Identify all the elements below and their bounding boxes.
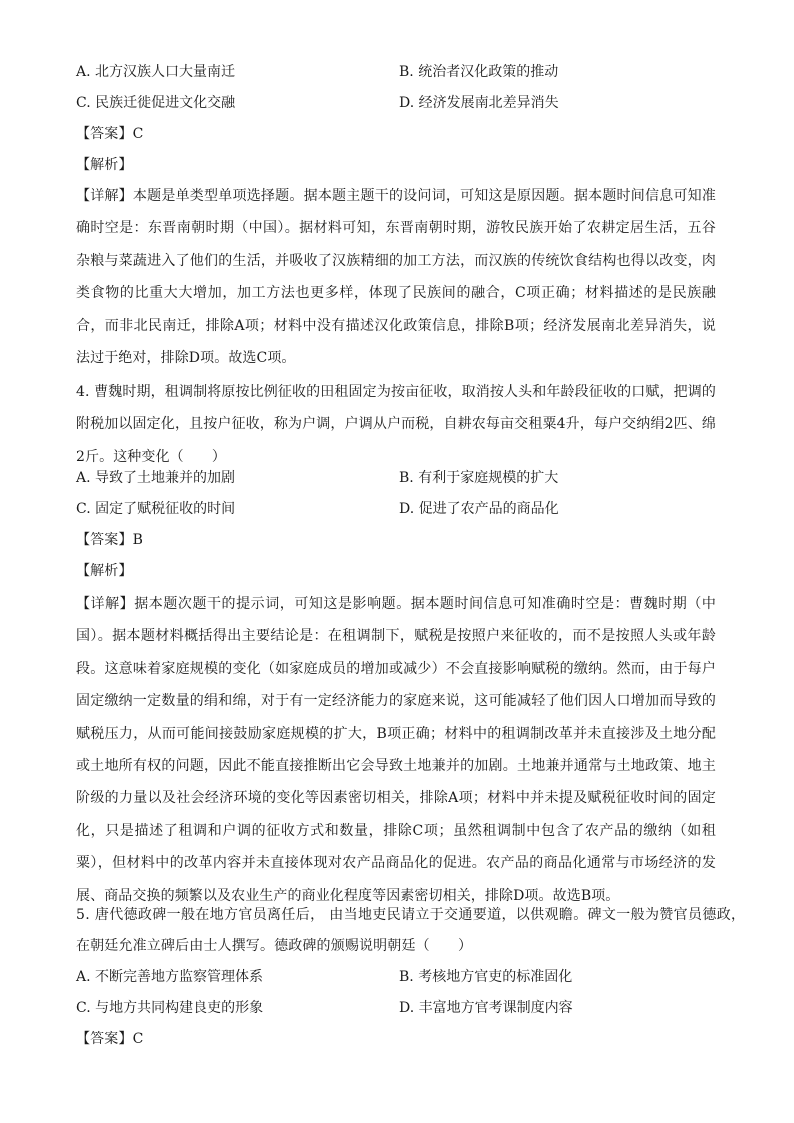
q4-option-b: B. 有利于家庭规模的扩大 — [399, 470, 559, 486]
q4-analysis-label: 【解析】 — [76, 563, 133, 579]
q5-option-b: B. 考核地方官吏的标准固化 — [399, 969, 573, 985]
q3-option-d: D. 经济发展南北差异消失 — [399, 95, 559, 111]
q4-detail: 【详解】据本题次题干的提示词，可知这是影响题。据本题时间信息可知准确时空是：曹魏时期（中国）。据本题材料概括得出主要结论是：在租调制下，赋税是按照户来征收的，而不是按照人头或年龄段。这意味着家庭规模的变化（如家庭成员的增加或减少）不会直接影响赋税的缴纳。然而，由于每户固定缴纳一定数量的绢和绵，对于有一定经济能力的家庭来说，这可能减轻了他们因人口增加而导致的赋税压力，从而可能间接鼓励家庭规模的扩大，B项正确；材料中的租调制改革并未直接涉及土地分配或土地所有权的问题，因此不能直接推断出它会导致土地兼并的加剧。土地兼并通常与土地政策、地主阶级的力量以及社会经济环境的变化等因素密切相关，排除A项；材料中并未提及赋税征收时间的固定化，只是描述了租调和户调的征收方式和数量，排除C项；虽然租调制中包含了农产品的缴纳（如租粟），但材料中的改革内容并未直接体现对农产品商品化的促进。农产品的商品化通常与市场经济的发展、商品交换的频繁以及农业生产的商业化程度等因素密切相关，排除D项。故选B项。 — [76, 596, 716, 904]
q4-option-d: D. 促进了农产品的商品化 — [399, 501, 559, 517]
q4-options-row-2 — [76, 497, 736, 521]
q3-options-row-2 — [76, 91, 736, 115]
q3-analysis-label: 【解析】 — [76, 157, 133, 173]
q3-option-a: A. 北方汉族人口大量南迁 — [76, 64, 236, 80]
q5-answer: 【答案】C — [76, 1031, 144, 1047]
q5-option-c: C. 与地方共同构建良吏的形象 — [76, 1000, 264, 1016]
q4-option-a: A. 导致了土地兼并的加剧 — [76, 470, 236, 486]
q3-option-b: B. 统治者汉化政策的推动 — [399, 64, 559, 80]
q3-option-c: C. 民族迁徙促进文化交融 — [76, 95, 236, 111]
q5-option-a: A. 不断完善地方监察管理体系 — [76, 969, 264, 985]
q5-stem-line-2: 在朝廷允准立碑后由士人撰写。德政碑的颁赐说明朝廷（ ） — [76, 938, 473, 954]
q4-answer: 【答案】B — [76, 532, 144, 548]
q3-detail: 【详解】本题是单类型单项选择题。据本题主题干的设问词，可知这是原因题。据本题时间信息可知准确时空是：东晋南朝时期（中国）。据材料可知，东晋南朝时期，游牧民族开始了农耕定居生活，五谷杂粮与菜蔬进入了他们的生活，并吸收了汉族精细的加工方法，而汉族的传统饮食结构也得以改变，肉类食物的比重大大增加，加工方法也更多样，体现了民族间的融合，C项正确；材料描述的是民族融合，而非北民南迁，排除A项；材料中没有描述汉化政策信息，排除B项；经济发展南北差异消失，说法过于绝对，排除D项。故选C项。 — [76, 188, 716, 367]
q5-option-d: D. 丰富地方官考课制度内容 — [399, 1000, 573, 1016]
q4-stem: 4. 曹魏时期，租调制将原按比例征收的田租固定为按亩征收，取消按人头和年龄段征收的口赋，把调的附税加以固定化，且按户征收，称为户调，户调从户而税，自耕农每亩交租粟4升，每户交纳绢2匹、绵2斤。这种变化（ ） — [76, 384, 716, 465]
q4-options-row-1 — [76, 466, 736, 490]
q3-options-row-1 — [76, 60, 736, 84]
q5-stem-line-1: 5. 唐代德政碑一般在地方官员离任后， 由当地吏民请立于交通要道，以供观瞻。碑文一般为赞官员德政， — [76, 907, 746, 923]
q4-option-c: C. 固定了赋税征收的时间 — [76, 501, 236, 517]
q5-options-row-2 — [76, 996, 736, 1020]
q5-options-row-1 — [76, 965, 736, 989]
q3-answer: 【答案】C — [76, 126, 144, 142]
